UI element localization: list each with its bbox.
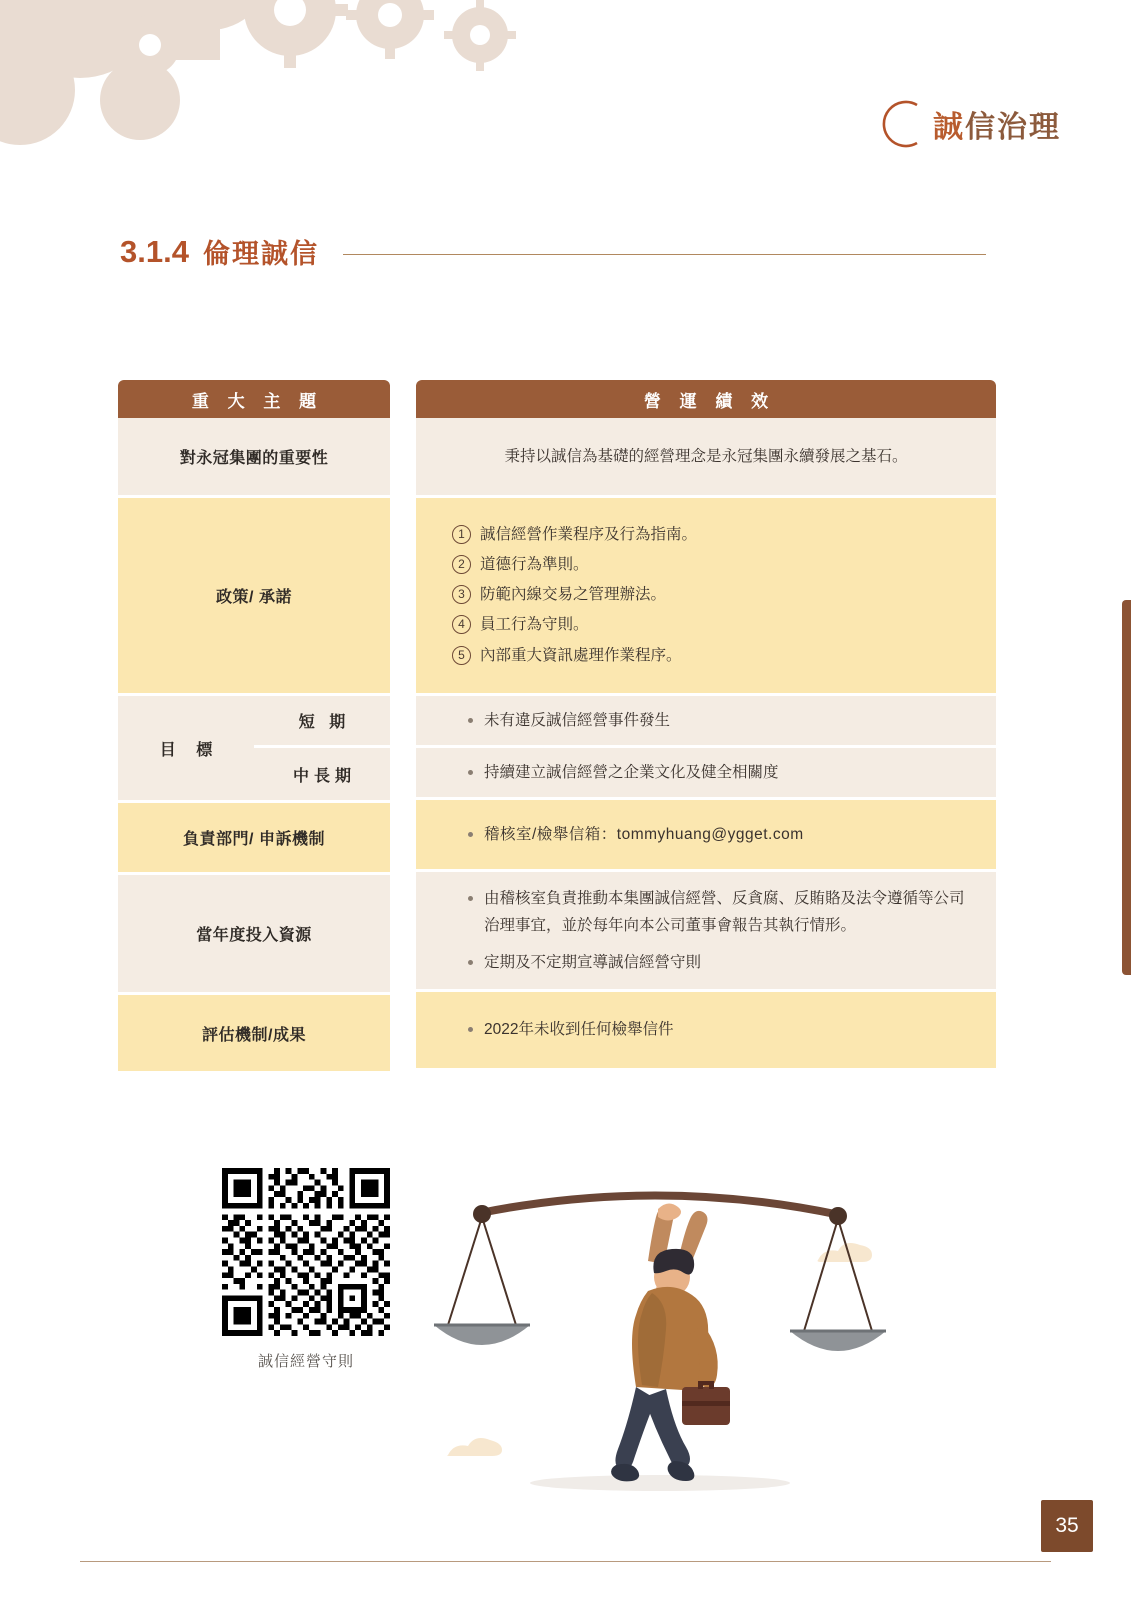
side-tab — [1122, 600, 1131, 975]
goal-sub-long: 中長期 — [254, 748, 390, 800]
row-content-goal-long — [416, 748, 996, 800]
department-text: 稽核室/檢舉信箱：tommyhuang@ygget.com — [468, 821, 804, 848]
row-label-department: 負責部門/ 申訴機制 — [118, 803, 390, 875]
policy-item — [452, 611, 972, 638]
material-topic-table — [118, 380, 996, 1071]
section-divider — [343, 254, 986, 255]
evaluation-text: 2022年未收到任何檢舉信件 — [468, 1016, 673, 1043]
gears-decoration — [0, 0, 660, 220]
arc-icon — [873, 95, 931, 153]
policy-item — [452, 521, 972, 548]
chapter-title-first: 誠 — [933, 111, 965, 144]
goal-long-text: 持續建立誠信經營之企業文化及健全相關度 — [468, 759, 779, 786]
row-label-policy: 政策/ 承諾 — [118, 498, 390, 696]
chapter-tag — [873, 95, 1061, 153]
page-number: 35 — [1041, 1500, 1093, 1552]
row-label-evaluation: 評估機制/成果 — [118, 995, 390, 1071]
policy-text: 道德行為準則。 — [480, 556, 589, 574]
section-number: 3.1.4 — [120, 233, 189, 269]
goal-sub-labels — [254, 696, 390, 800]
number-badge: 4 — [452, 615, 471, 634]
table-right-column — [416, 380, 996, 1071]
policy-item — [452, 642, 972, 669]
number-badge: 3 — [452, 585, 471, 604]
qr-code-icon[interactable] — [222, 1168, 390, 1336]
row-label-resources: 當年度投入資源 — [118, 875, 390, 995]
row-label-importance: 對永冠集團的重要性 — [118, 418, 390, 498]
row-label-goals — [118, 696, 390, 803]
goal-sub-short: 短 期 — [254, 696, 390, 748]
policy-text: 防範內線交易之管理辦法。 — [480, 586, 667, 604]
policy-text: 誠信經營作業程序及行為指南。 — [480, 526, 698, 543]
resource-text: 定期及不定期宣導誠信經營守則 — [468, 949, 972, 976]
table-left-column — [118, 380, 390, 1071]
resource-text: 由稽核室負責推動本集團誠信經營、反貪腐、反賄賂及法令遵循等公司治理事宜，並於每年向本公司董事會報告其執行情形。 — [468, 885, 972, 939]
section-title: 倫理誠信 — [202, 239, 319, 269]
row-content-department — [416, 800, 996, 872]
qr-block — [222, 1168, 390, 1371]
row-content-importance — [416, 418, 996, 498]
number-badge: 1 — [452, 525, 471, 544]
row-content-goal-short — [416, 696, 996, 748]
row-content-evaluation — [416, 992, 996, 1068]
row-content-policy — [416, 498, 996, 696]
policy-item — [452, 581, 972, 608]
table-header-left: 重 大 主 題 — [118, 380, 390, 418]
goal-label: 目 標 — [118, 696, 254, 800]
policy-text: 員工行為守則。 — [480, 616, 589, 634]
row-content-resources — [416, 872, 996, 992]
chapter-title — [933, 102, 1061, 146]
qr-caption: 誠信經營守則 — [257, 1353, 354, 1370]
number-badge: 2 — [452, 555, 471, 574]
importance-text: 秉持以誠信為基礎的經營理念是永冠集團永續發展之基石。 — [504, 447, 908, 465]
policy-item — [452, 551, 972, 578]
policy-text: 內部重大資訊處理作業程序。 — [480, 646, 682, 664]
footer-divider — [80, 1561, 1051, 1562]
number-badge: 5 — [452, 646, 471, 665]
section-heading — [120, 232, 986, 271]
table-header-right: 營 運 績 效 — [416, 380, 996, 418]
chapter-title-rest: 信治理 — [965, 111, 1061, 144]
justice-scales-illustration — [420, 1165, 900, 1505]
goal-short-text: 未有違反誠信經營事件發生 — [468, 707, 670, 734]
